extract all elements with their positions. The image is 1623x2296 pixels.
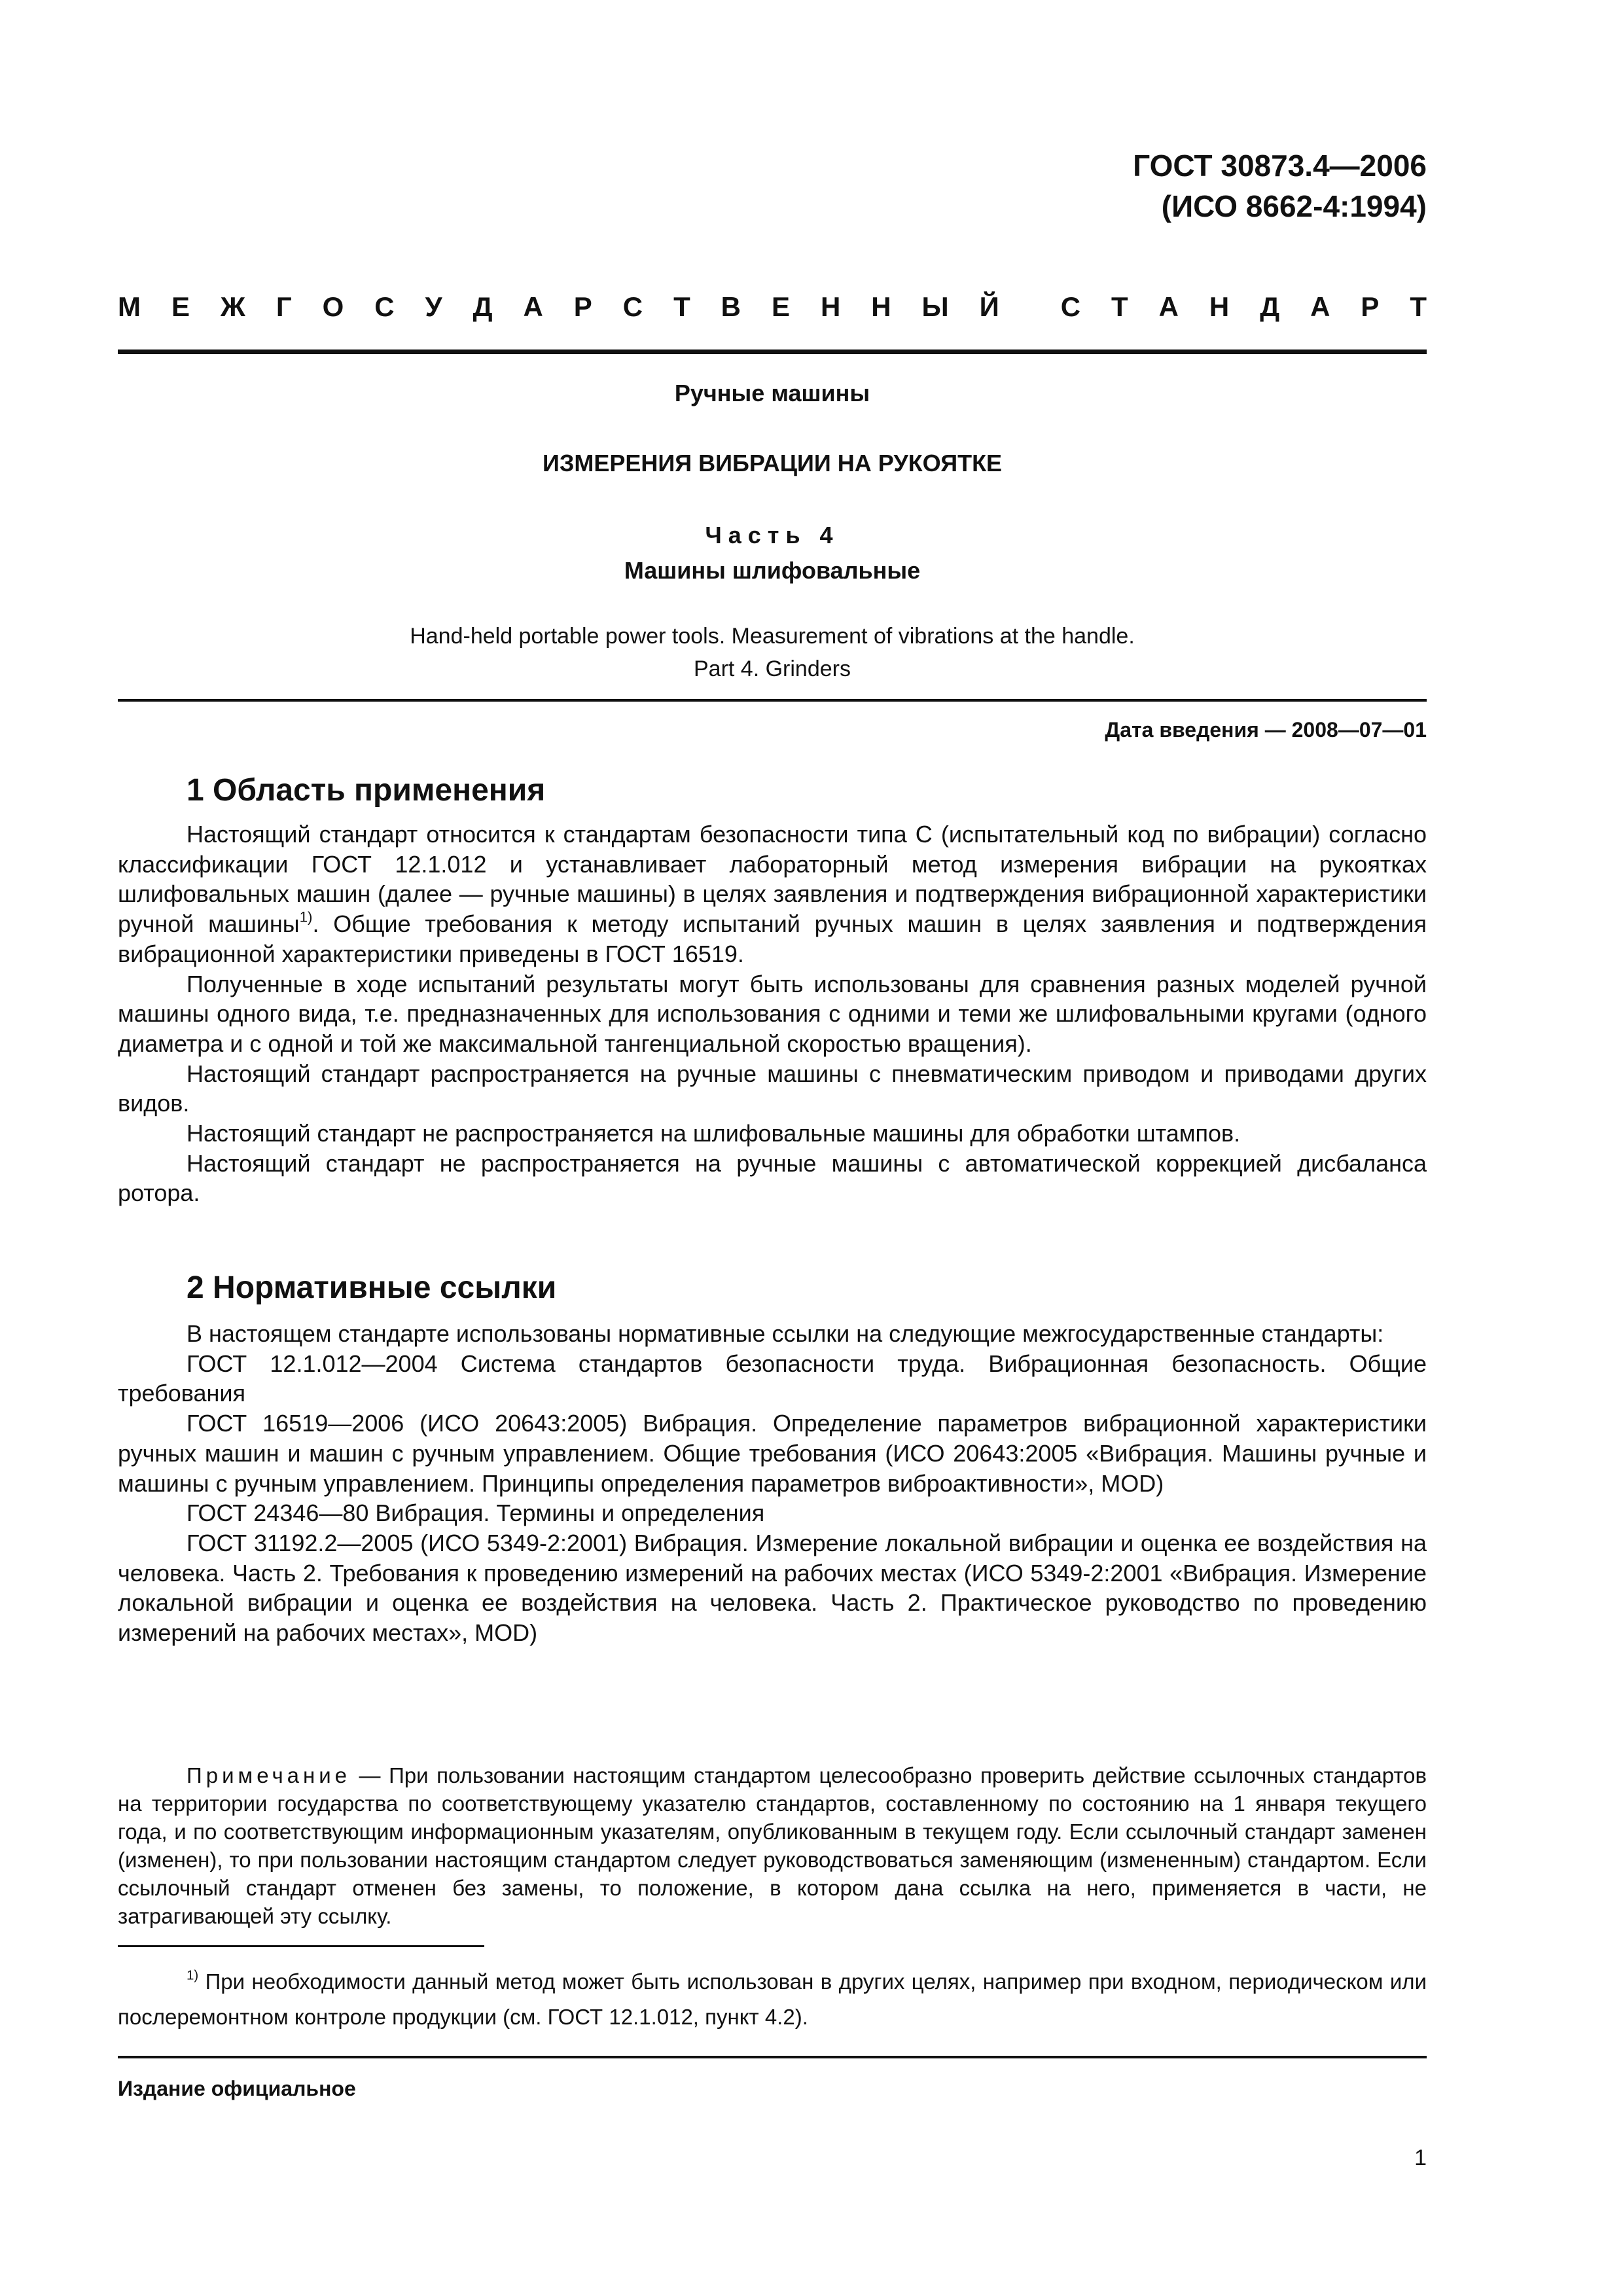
gost-designation [1133,145,1427,226]
header-rule [118,350,1427,354]
reference-item: ГОСТ 31192.2—2005 (ИСО 5349-2:2001) Вибрация. Измерение локальной вибрации и оценка ее воздействия на человека. Часть 2. Требования к проведению измерений на рабочих местах (ИСО 5349-2:2001 «Вибрация. Измерение локальной вибрации и оценка ее воздействия на человека. Часть 2. Практическое руководство по проведению измерений на рабочих местах», MOD) [118,1529,1427,1647]
document-page [118,0,1427,2296]
standard-type-letter: С [374,291,395,322]
footnote-ref: 1) [299,908,313,925]
note-block [118,1761,1427,1930]
standard-type-letter: Т [1410,291,1427,322]
intro-date: Дата введения — 2008—07—01 [1105,718,1427,742]
section-2-paragraph: В настоящем стандарте использованы нормативные ссылки на следующие межгосударственные стандарты: [187,1320,1384,1347]
standard-type-letter: Д [1260,291,1280,322]
standard-type-letter: Е [171,291,190,322]
standard-type-letter: Т [1111,291,1128,322]
title-english-line1: Hand-held portable power tools. Measurement of vibrations at the handle. [410,624,1135,649]
standard-type-letter: В [721,291,741,322]
title-part-name: Машины шлифовальные [624,557,921,584]
section-1-paragraph: Полученные в ходе испытаний результаты могут быть использованы для сравнения разных моделей ручной машины одного вида, т.е. предназначенных для использования с одними и теми же шлифовальными кругами (одного диаметра и с одной и той же максимальной тангенциальной скоростью вращения). [118,970,1427,1057]
standard-type-letter: Ж [220,291,245,322]
section-1-body [118,819,1427,1208]
title-english-line2: Part 4. Grinders [694,656,851,681]
footnote-marker: 1) [187,1967,199,1983]
standard-type-letter: А [1310,291,1330,322]
edition-label: Издание официальное [118,2077,356,2100]
footnote-separator [118,1945,484,1947]
note-text: — При пользовании настоящим стандартом целесообразно проверить действие ссылочных стандартов на территории государства по соответствующему указателю стандартов, составленному по состоянию на 1 января текущего года, и по соответствующим информационным указателям, опубликованным в текущем году. Если ссылочный стандарт заменен (изменен), то при пользовании настоящим стандартом следует руководствоваться заменяющим (измененным) стандартом. Если ссылочный стандарт отменен без замены, то положение, в котором дана ссылка на него, применяется в части, не затрагивающей эту ссылку. [118,1763,1427,1928]
standard-type-letter: Г [276,291,292,322]
standard-type-letter: Т [673,291,690,322]
reference-item: ГОСТ 12.1.012—2004 Система стандартов безопасности труда. Вибрационная безопасность. Общие требования [118,1350,1427,1407]
footnote-text: При необходимости данный метод может быть использован в других целях, например при входном, периодическом или послеремонтном контроле продукции (см. ГОСТ 12.1.012, пункт 4.2). [118,1969,1427,2029]
standard-type-letter: Н [871,291,891,322]
standard-type-letter: Р [1361,291,1380,322]
standard-type-letter: А [1158,291,1179,322]
title-rule [118,699,1427,702]
title-main: ИЗМЕРЕНИЯ ВИБРАЦИИ НА РУКОЯТКЕ [542,450,1003,476]
footnote [118,1964,1427,2035]
footer-rule [118,2056,1427,2058]
iso-number: (ИСО 8662-4:1994) [1161,189,1427,223]
section-1-paragraph: Настоящий стандарт относится к стандартам безопасности типа С (испытательный код по вибрации) согласно классификации ГОСТ 12.1.012 и устанавливает лабораторный метод измерения вибрации на рукоятках шлифовальных машин (далее — ручные машины) в целях заявления и подтверждения вибрационной характеристики ручной машины$^{1)}$. Общие требования к методу испытаний ручных машин в целях заявления и подтверждения вибрационной характеристики приведены в ГОСТ 16519. [118,821,1427,967]
title-part: Часть 4 [705,522,840,548]
note-label: Примечание [187,1763,351,1787]
reference-item: ГОСТ 16519—2006 (ИСО 20643:2005) Вибрация. Определение параметров вибрационной характеристики ручных машин и машин с ручным управлением. Общие требования (ИСО 20643:2005 «Вибрация. Машины ручные и машины с ручным управлением. Принципы определения параметров виброактивности», MOD) [118,1410,1427,1497]
section-1-paragraph: Настоящий стандарт не распространяется на шлифовальные машины для обработки штампов. [187,1120,1241,1147]
standard-type-letter: У [425,291,442,322]
standard-type-letter: Р [573,291,592,322]
page-number: 1 [1414,2145,1427,2170]
standard-type-letter: Н [820,291,841,322]
standard-type-letter: О [322,291,344,322]
standard-type-heading [118,291,1427,331]
standard-type-letter: Н [1209,291,1230,322]
standard-type-letter: Ы [921,291,949,322]
section-1-paragraph: Настоящий стандарт распространяется на ручные машины с пневматическим приводом и приводами других видов. [118,1060,1427,1117]
standard-type-letter: Е [771,291,790,322]
reference-item: ГОСТ 24346—80 Вибрация. Термины и определения [187,1499,765,1527]
section-1-paragraph: Настоящий стандарт не распространяется на ручные машины с автоматической коррекцией дисбаланса ротора. [118,1149,1427,1207]
standard-type-letter: С [622,291,643,322]
standard-type-letter: Й [979,291,999,322]
standard-type-letter: С [1060,291,1081,322]
section-1-heading: 1 Область применения [187,773,546,808]
standard-type-letter: Д [473,291,493,322]
section-2-body [118,1319,1427,1648]
title-group: Ручные машины [674,380,870,406]
gost-number: ГОСТ 30873.4—2006 [1133,149,1427,183]
standard-type-letter: М [118,291,141,322]
section-2-heading: 2 Нормативные ссылки [187,1270,557,1305]
standard-type-letter: А [523,291,543,322]
